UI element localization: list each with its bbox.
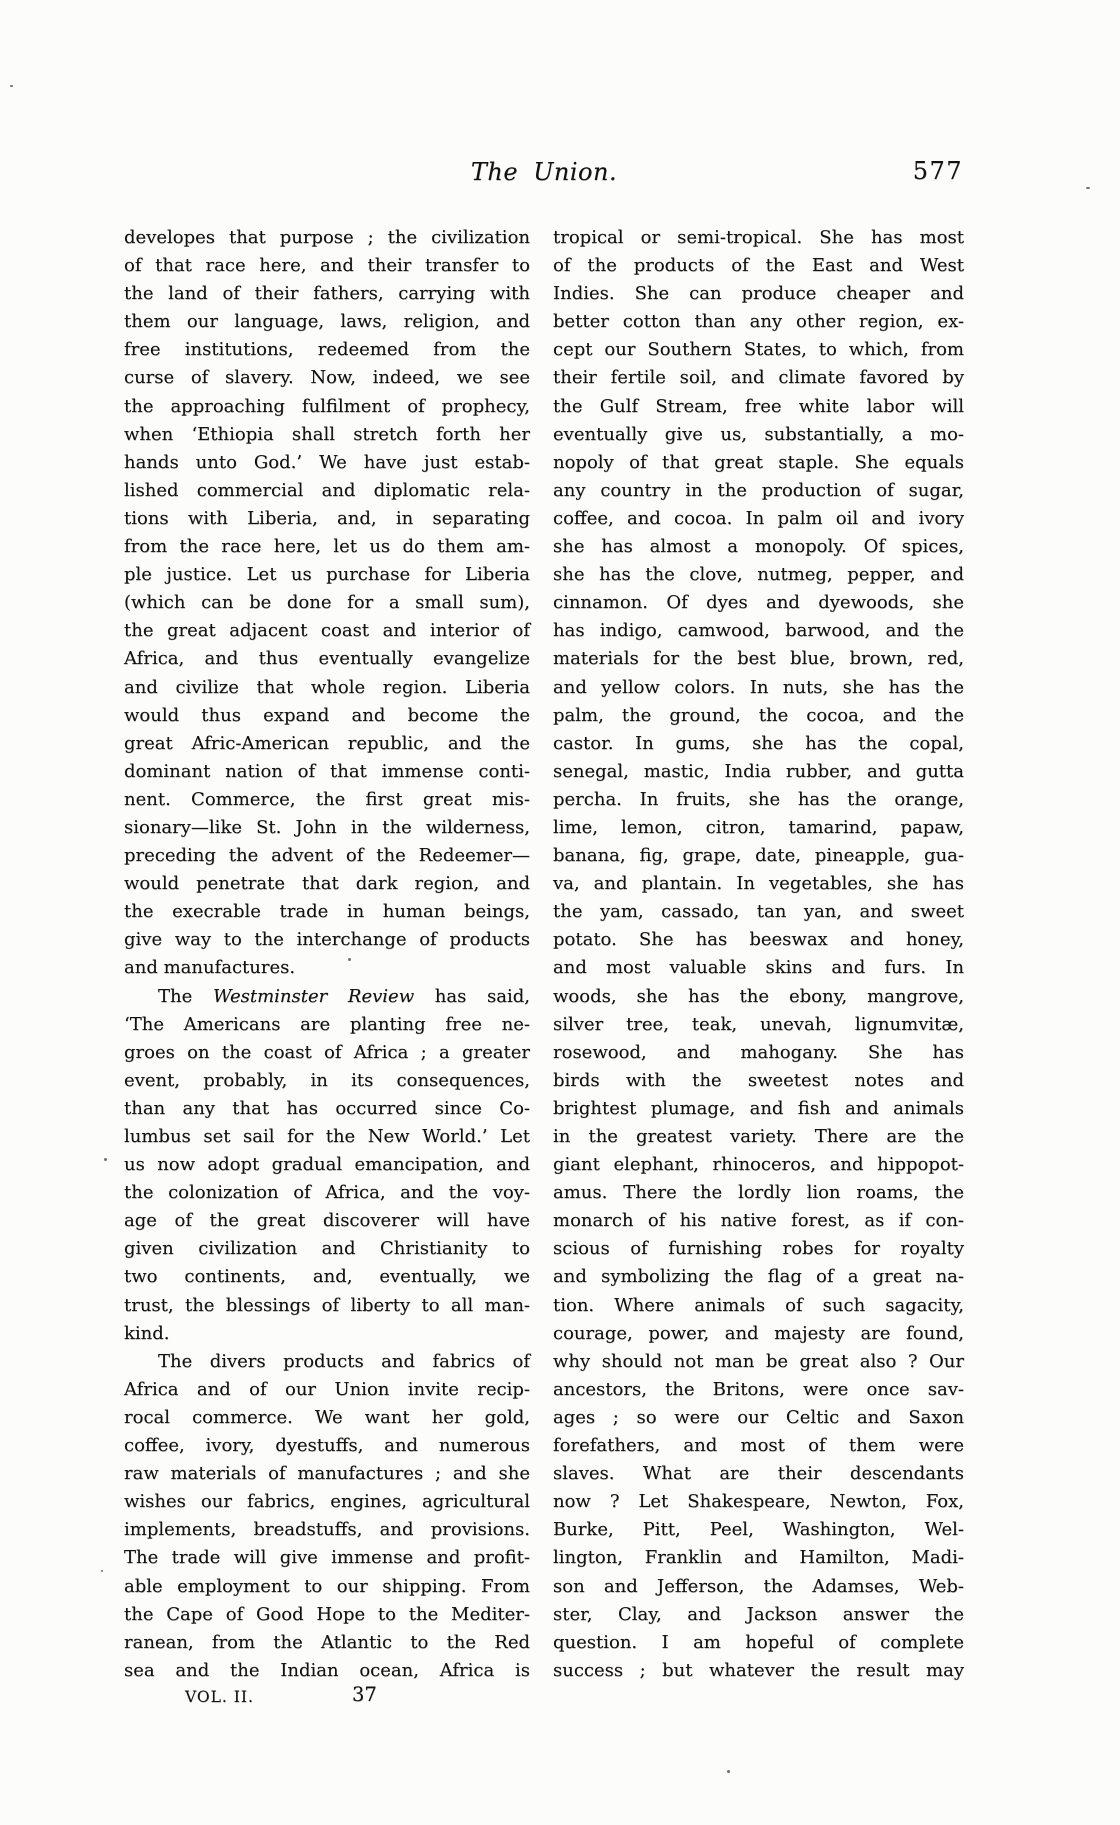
text-line: question. I am hopeful of complete (553, 1631, 964, 1653)
text-line: ages ; so were our Celtic and Saxon (553, 1406, 964, 1428)
text-line: cept our Southern States, to which, from (553, 339, 964, 361)
text-line: nent. Commerce, the first great mis- (124, 788, 530, 810)
text-line: give way to the interchange of products (124, 929, 530, 951)
text-line: great Afric-American republic, and the (124, 732, 530, 754)
text-line: lime, lemon, citron, tamarind, papaw, (553, 816, 964, 838)
text-line: wishes our fabrics, engines, agricultural (124, 1491, 530, 1513)
text-line: would thus expand and become the (124, 704, 530, 726)
scan-speck (1086, 187, 1090, 189)
text-line: son and Jefferson, the Adamses, Web- (553, 1575, 964, 1597)
text-line: banana, fig, grape, date, pineapple, gua- (553, 845, 964, 867)
text-line: palm, the ground, the cocoa, and the (553, 704, 964, 726)
text-line: and civilize that whole region. Liberia (124, 676, 530, 698)
text-line: monarch of his native forest, as if con- (553, 1210, 964, 1232)
text-line: trust, the blessings of liberty to all man- (124, 1294, 530, 1316)
text-line: raw materials of manufactures ; and she (124, 1463, 530, 1485)
text-line: preceding the advent of the Redeemer— (124, 845, 530, 867)
text-line: dominant nation of that immense conti- (124, 760, 530, 782)
text-line: now ? Let Shakespeare, Newton, Fox, (553, 1491, 964, 1513)
text-line: any country in the production of sugar, (553, 479, 964, 501)
text-line: hands unto God.’ We have just estab- (124, 451, 530, 473)
text-line: groes on the coast of Africa ; a greater (124, 1041, 530, 1063)
text-line: courage, power, and majesty are found, (553, 1322, 964, 1344)
text-line: rosewood, and mahogany. She has (553, 1041, 964, 1063)
text-line: curse of slavery. Now, indeed, we see (124, 367, 530, 389)
text-line: and most valuable skins and furs. In (553, 957, 964, 979)
text-line: ancestors, the Britons, were once sav- (553, 1378, 964, 1400)
text-line: senegal, mastic, India rubber, and gutta (553, 760, 964, 782)
text-line: sea and the Indian ocean, Africa is (124, 1659, 530, 1681)
text-line: kind. (124, 1322, 170, 1344)
text-line: lished commercial and diplomatic rela- (124, 479, 530, 501)
text-line: the Gulf Stream, free white labor will (553, 395, 964, 417)
text-line: of that race here, and their transfer to (124, 255, 530, 277)
text-line: would penetrate that dark region, and (124, 873, 530, 895)
text-line: va, and plantain. In vegetables, she has (553, 873, 964, 895)
text-line: she has the clove, nutmeg, pepper, and (553, 564, 964, 586)
text-line: Africa and of our Union invite recip- (124, 1378, 530, 1400)
text-column-left (124, 224, 530, 1685)
text-line: able employment to our shipping. From (124, 1575, 530, 1597)
text-line: eventually give us, substantially, a mo- (553, 423, 964, 445)
text-line: scious of furnishing robes for royalty (553, 1238, 964, 1260)
text-line: than any that has occurred since Co- (124, 1097, 530, 1119)
text-line: Indies. She can produce cheaper and (553, 283, 964, 305)
text-line: the colonization of Africa, and the voy- (124, 1182, 530, 1204)
text-line: age of the great discoverer will have (124, 1210, 530, 1232)
running-title: The Union. (470, 158, 618, 186)
text-line: their fertile soil, and climate favored by (553, 367, 964, 389)
text-line: rocal commerce. We want her gold, (124, 1406, 530, 1428)
paragraph (124, 1348, 530, 1685)
text-line: ranean, from the Atlantic to the Red (124, 1631, 530, 1653)
text-line: silver tree, teak, unevah, lignumvitæ, (553, 1013, 964, 1035)
text-line: the great adjacent coast and interior of (124, 620, 530, 642)
text-line: the approaching fulfilment of prophecy, (124, 395, 530, 417)
scan-speck (101, 1570, 103, 1572)
text-line: when ‘Ethiopia shall stretch forth her (124, 423, 530, 445)
text-line: the Cape of Good Hope to the Mediter- (124, 1603, 530, 1625)
text-line: cinnamon. Of dyes and dyewoods, she (553, 592, 964, 614)
text-line: tions with Liberia, and, in separating (124, 507, 530, 529)
text-line: two continents, and, eventually, we (124, 1266, 530, 1288)
text-line: ‘The Americans are planting free ne- (124, 1013, 530, 1035)
text-line: tropical or semi-tropical. She has most (553, 227, 964, 248)
page-number: 577 (912, 157, 963, 185)
text-line: coffee, ivory, dyestuffs, and numerous (124, 1435, 530, 1457)
text-line: the land of their fathers, carrying with (124, 283, 530, 305)
paragraph (124, 224, 530, 983)
text-line: she has almost a monopoly. Of spices, (553, 536, 964, 558)
text-line: free institutions, redeemed from the (124, 339, 530, 361)
paragraph (553, 224, 964, 1685)
text-line: slaves. What are their descendants (553, 1463, 964, 1485)
text-line: and symbolizing the flag of a great na- (553, 1266, 964, 1288)
scan-speck (10, 85, 13, 87)
text-line: potato. She has beeswax and honey, (553, 929, 964, 951)
scan-speck (727, 1770, 730, 1773)
text-line: better cotton than any other region, ex- (553, 311, 964, 333)
text-line: brightest plumage, and fish and animals (553, 1097, 964, 1119)
text-line: forefathers, and most of them were (553, 1435, 964, 1457)
text-line: ster, Clay, and Jackson answer the (553, 1603, 964, 1625)
volume-label: VOL. II. (185, 1688, 254, 1706)
text-line: Burke, Pitt, Peel, Washington, Wel- (553, 1519, 964, 1541)
paragraph (124, 983, 530, 1348)
text-line: implements, breadstuffs, and provisions. (124, 1519, 530, 1541)
text-line: coffee, and cocoa. In palm oil and ivory (553, 507, 964, 529)
text-line: in the greatest variety. There are the (553, 1126, 964, 1147)
text-line: materials for the best blue, brown, red, (553, 648, 964, 670)
text-line: amus. There the lordly lion roams, the (553, 1182, 964, 1204)
text-line: given civilization and Christianity to (124, 1238, 530, 1260)
text-line: ple justice. Let us purchase for Liberia (124, 564, 530, 586)
text-line: nopoly of that great staple. She equals (553, 451, 964, 473)
text-column-right (553, 224, 964, 1685)
text-line: The divers products and fabrics of (158, 1350, 530, 1372)
text-line: (which can be done for a small sum), (124, 592, 530, 614)
text-line: castor. In gums, she has the copal, (553, 732, 964, 754)
text-line: The trade will give immense and profit- (124, 1547, 530, 1569)
text-line: event, probably, in its consequences, (124, 1069, 530, 1091)
scan-speck (348, 958, 351, 961)
text-line: birds with the sweetest notes and (553, 1069, 964, 1091)
text-line: and manufactures. (124, 957, 296, 979)
text-line: lumbus set sail for the New World.’ Let (124, 1126, 530, 1147)
text-line: The Westminster Review has said, (158, 985, 530, 1007)
signature-number: 37 (352, 1683, 377, 1706)
text-line: sionary—like St. John in the wilderness, (124, 816, 530, 838)
text-line: lington, Franklin and Hamilton, Madi- (553, 1547, 964, 1569)
scan-speck (104, 1158, 107, 1161)
text-line: has indigo, camwood, barwood, and the (553, 620, 964, 642)
text-line: success ; but whatever the result may (553, 1659, 964, 1681)
text-line: tion. Where animals of such sagacity, (553, 1294, 964, 1316)
text-line: giant elephant, rhinoceros, and hippopot- (553, 1154, 964, 1176)
text-line: of the products of the East and West (553, 255, 964, 277)
text-line: percha. In fruits, she has the orange, (553, 788, 964, 810)
text-line: the yam, cassado, tan yan, and sweet (553, 901, 964, 923)
text-line: woods, she has the ebony, mangrove, (553, 985, 964, 1007)
text-line: developes that purpose ; the civilization (124, 227, 530, 248)
text-line: them our language, laws, religion, and (124, 311, 530, 333)
text-line: why should not man be great also ? Our (553, 1350, 964, 1372)
text-line: and yellow colors. In nuts, she has the (553, 676, 964, 698)
text-line: the execrable trade in human beings, (124, 901, 530, 923)
text-line: Africa, and thus eventually evangelize (124, 648, 530, 670)
text-line: us now adopt gradual emancipation, and (124, 1154, 530, 1176)
text-line: from the race here, let us do them am- (124, 536, 530, 558)
